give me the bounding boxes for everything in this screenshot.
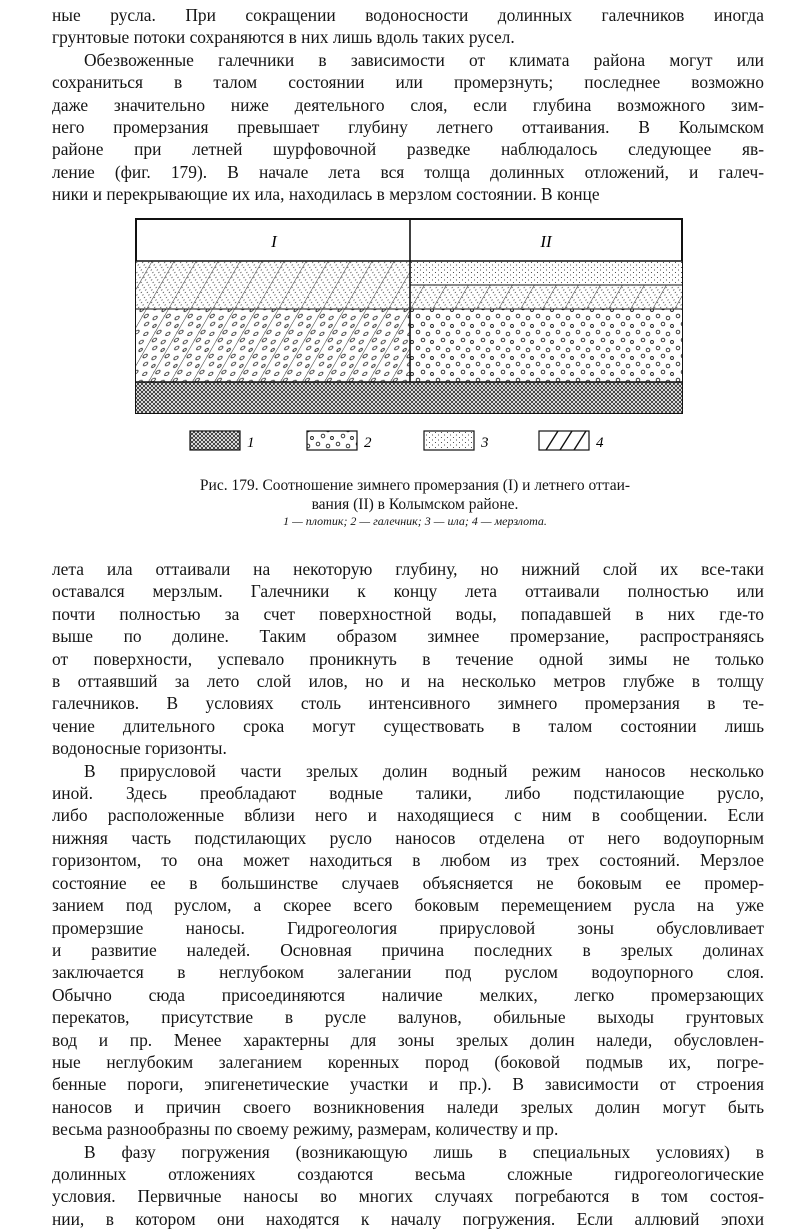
text-line: от поверхности, успевало проникнуть в течение одной зимы не только [52,648,764,669]
legend-swatch-silt [424,431,474,450]
text-line: нижняя часть подстилающих русло наносов отделена от него водоупорным [52,827,764,848]
paragraph [52,4,764,49]
layer-gravel-thawed-right [410,309,682,382]
legend-swatch-gravel [307,431,357,450]
layer-bedrock-left [136,382,410,413]
text-line: нии, в котором они находятся к началу погружения. Если аллювий эпохи [52,1208,764,1229]
text-line: грунтовые потоки сохраняются в них лишь вдоль таких русел. [52,27,515,48]
paragraph [52,49,764,206]
text-line: оставался мерзлым. Галечники к концу лета оттаивали полностью или [52,581,764,602]
legend-swatch-permafrost [539,431,589,450]
paragraph [52,1141,764,1230]
text-line: занием под руслом, а скорее всего боковым перемещением русла на уже [52,895,764,916]
text-line: и развитие наледей. Основная причина последних в зрелых долинах [52,939,764,960]
legend-num-2: 2 [364,435,372,451]
text-line: галечников. В условиях столь интенсивного зимнего промерзания в те- [52,693,764,714]
section-one [136,261,410,413]
text-line: Обычно сюда присоединяются наличие мелких, легко промерзающих [52,984,764,1005]
layer-gravel-frozen-left [136,309,410,382]
text-line: вод и пр. Менее характерны для зоны зрелых долин наледи, обусловлен- [52,1029,764,1050]
text-line: почти полностью за счет поверхностной воды, попадавшей в них где-то [52,603,764,624]
section-label-two: II [540,232,552,251]
text-line: горизонтом, то она может находиться в любом из трех состояний. Мерзлое [52,850,764,871]
text-line: ные русла. При сокращении водоносности долинных галечников иногда [52,5,764,25]
figure-caption [125,476,705,514]
caption-line-1: Рис. 179. Соотношение зимнего промерзания (I) и летнего оттаи- [199,477,631,494]
text-line: в оттаявший за лето слой илов, но и на несколько метров глубже в толщу [52,671,764,692]
text-line: него промерзания превышает глубину летнего оттаивания. В Колымском [52,117,764,138]
text-line: либо расположенные вблизи него и находящиеся с ним в сообщении. Если [52,805,764,826]
text-line: весьма разнообразны по своему режиму, размерам, количеству и пр. [52,1119,559,1140]
figure-legend [190,431,604,451]
text-line: условия. Первичные наносы во многих случаях погребаются в том состоя- [52,1186,764,1207]
figure-179-diagram [134,216,684,466]
text-line: иной. Здесь преобладают водные талики, либо подстилающие русло, [52,783,764,804]
text-line: ники и перекрывающие их ила, находилась в мерзлом состоянии. В конце [52,184,600,205]
layer-silt-frozen-right [410,285,682,309]
text-line: состояние ее в большинстве случаев объясняется не боковым ее промер- [52,872,764,893]
text-line: В прирусловой части зрелых долин водный режим наносов несколько [84,760,764,781]
paragraph [52,558,764,760]
text-line: наносов и причин своего возникновения наледи зрелых долин могут быть [52,1096,764,1117]
paragraph [52,760,764,1141]
text-line: сохраниться в талом состоянии или промерзнуть; последнее возможно [52,72,764,93]
text-line: заключается в неглубоком залегании под руслом водоупорного слоя. [52,962,764,983]
text-line: даже значительно ниже деятельного слоя, если глубина возможного зим- [52,94,764,115]
legend-num-1: 1 [247,435,255,451]
layer-silt-frozen-left [136,261,410,309]
text-line: промерзшие наносы. Гидрогеология прирусловой зоны обусловливает [52,917,764,938]
legend-num-4: 4 [596,435,604,451]
text-line: Обезвоженные галечники в зависимости от климата района могут или [84,49,764,70]
legend-swatch-bedrock [190,431,240,450]
figure-legend-text: 1 — плотик; 2 — галечник; 3 — ила; 4 — мерзлота. [283,514,547,528]
text-line: бенные пороги, эпигенетические участки и пр.). В зависимости от строения [52,1074,764,1095]
text-line: районе при летней шурфовочной разведке наблюдалось следующее яв- [52,139,764,160]
text-line: ление (фиг. 179). В начале лета вся толща долинных отложений, и галеч- [52,161,764,182]
text-line: В фазу погружения (возникающую лишь в специальных условиях) в [84,1141,764,1162]
legend-num-3: 3 [481,435,489,451]
text-line: водоносные горизонты. [52,738,227,759]
section-label-one: I [271,232,277,251]
layer-silt-thawed-right [410,261,682,285]
text-line: перекатов, присутствие в русле валунов, обильные выходы грунтовых [52,1007,764,1028]
text-line: чение длительного срока могут существовать в талом состоянии лишь [52,715,764,736]
section-two [410,261,682,413]
text-line: ные неглубоким залеганием коренных пород (боковой подмыв их, погре- [52,1051,764,1072]
top-text-block [52,4,764,206]
caption-line-2: вания (II) в Колымском районе. [311,496,519,513]
text-line: долинных отложениях создаются весьма сложные гидрогеологические [52,1163,764,1184]
layer-bedrock-right [410,382,682,413]
text-line: лета ила оттаивали на некоторую глубину, но нижний слой их все-таки [52,559,764,579]
text-line: выше по долине. Таким образом зимнее промерзание, распространяясь [52,626,764,647]
bottom-text-block [52,558,764,1230]
